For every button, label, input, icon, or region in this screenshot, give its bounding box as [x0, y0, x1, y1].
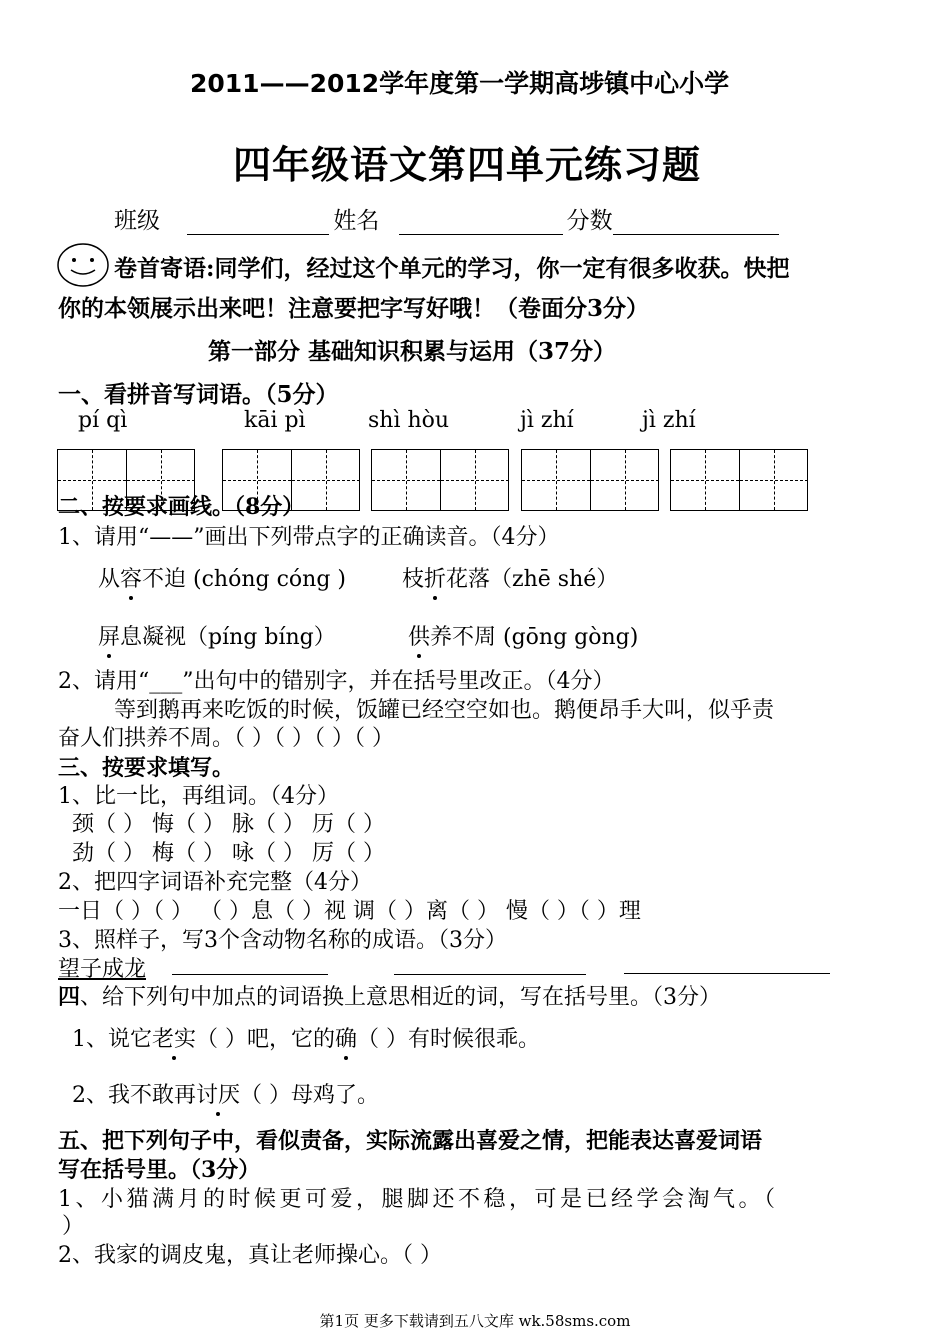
dotted-word: 讨厌 — [196, 1083, 241, 1108]
writing-grid-4[interactable] — [521, 449, 659, 511]
idiom-complete-row: 一日（ ）（ ） （ ）息（ ）视 调（ ）离（ ） 慢（ ）（ ）理 — [58, 899, 641, 924]
class-field[interactable] — [187, 212, 329, 235]
q5-title-2: 写在括号里。（3分） — [58, 1157, 261, 1183]
q2-title: 二、按要求画线。（8分） — [58, 494, 305, 520]
pinyin-1: pí qì — [78, 408, 128, 433]
pinyin-5: jì zhí — [642, 408, 696, 433]
dotted-char: 折 — [424, 567, 447, 592]
part1-title: 第一部分 基础知识积累与运用（37分） — [208, 338, 617, 365]
smiley-icon — [56, 242, 110, 288]
q2-sub2: 2、请用“___”出句中的错别字，并在括号里改正。（4分） — [58, 669, 615, 694]
q4-item-1: 1、说它老实（ ）吧，它的确（ ）有时候很乖。 — [72, 1027, 541, 1052]
dotted-char: 屏 — [98, 625, 121, 650]
page-title: 四年级语文第四单元练习题 — [233, 142, 702, 187]
q4-title: 四、给下列句中加点的词语换上意思相近的词，写在括号里。（3分） — [58, 984, 722, 1010]
q4-item-2: 2、我不敢再讨厌（ ）母鸡了。 — [72, 1083, 380, 1108]
q3-sub3: 3、照样子，写3个含动物名称的成语。（3分） — [58, 928, 507, 953]
score-field[interactable] — [613, 212, 779, 235]
q5-title-1: 五、把下列句子中，看似责备，实际流露出喜爱之情，把能表达喜爱词语 — [58, 1128, 763, 1154]
writing-grid-3[interactable] — [371, 449, 509, 511]
info-row — [114, 202, 779, 235]
compare-row-2: 劲（ ） 梅（ ） 咏（ ） 厉（ ） — [72, 841, 385, 866]
q2-sentence-2: 奋人们拱养不周。（ ）（ ）（ ）（ ） — [58, 726, 394, 751]
answer-line-1[interactable] — [172, 974, 328, 975]
q1-title: 一、看拼音写词语。（5分） — [58, 381, 339, 408]
answer-line-2[interactable] — [394, 974, 586, 975]
school-line: 2011——2012学年度第一学期高埗镇中心小学 — [190, 69, 730, 98]
q5-item-2: 2、我家的调皮鬼，真让老师操心。（ ） — [58, 1243, 442, 1268]
reading-item-2: 枝折花落（zhē shé） — [402, 567, 619, 592]
pinyin-4: jì zhí — [520, 408, 574, 433]
answer-line-3[interactable] — [624, 973, 830, 974]
compare-row-1: 颈（ ） 悔（ ） 脉（ ） 历（ ） — [72, 812, 385, 837]
pinyin-2: kāi pì — [244, 408, 306, 433]
q3-sub1: 1、比一比，再组词。（4分） — [58, 784, 339, 809]
pinyin-3: shì hòu — [368, 408, 450, 433]
q3-sub2: 2、把四字词语补充完整（4分） — [58, 870, 372, 895]
dotted-word: 确 — [335, 1027, 358, 1052]
dotted-word: 老实 — [152, 1027, 197, 1052]
q3-title: 三、按要求填写。 — [58, 755, 235, 781]
q2-sub1: 1、请用“——”画出下列带点字的正确读音。（4分） — [58, 525, 560, 550]
dotted-char: 容 — [120, 567, 143, 592]
q5-item-1: 1、小猫满月的时候更可爱，腿脚还不稳，可是已经学会淘气。（ — [58, 1187, 779, 1212]
idiom-example: 望子成龙 — [58, 957, 147, 982]
q5-item-1-end: ） — [62, 1214, 85, 1239]
class-label: 班级 — [114, 208, 160, 234]
reading-item-3: 屏息凝视（píng bíng） — [98, 625, 336, 650]
dotted-char: 供 — [408, 625, 431, 650]
writing-grid-5[interactable] — [670, 449, 808, 511]
name-field[interactable] — [399, 212, 563, 235]
reading-item-1: 从容不迫 (chóng cóng ) — [98, 567, 346, 592]
q2-sentence-1: 等到鹅再来吃饭的时候，饭罐已经空空如也。鹅便昂手大叫，似乎责 — [114, 698, 775, 723]
score-label: 分数 — [566, 208, 613, 234]
reading-item-4: 供养不周 (gōng gòng) — [408, 625, 639, 650]
name-label: 姓名 — [333, 208, 380, 234]
intro-line-1: 卷首寄语:同学们，经过这个单元的学习，你一定有很多收获。快把 — [114, 255, 790, 282]
page-footer: 第1页 更多下载请到五八文库 wk.58sms.com — [319, 1312, 631, 1330]
intro-line-2: 你的本领展示出来吧！注意要把字写好哦！（卷面分3分） — [58, 295, 650, 322]
